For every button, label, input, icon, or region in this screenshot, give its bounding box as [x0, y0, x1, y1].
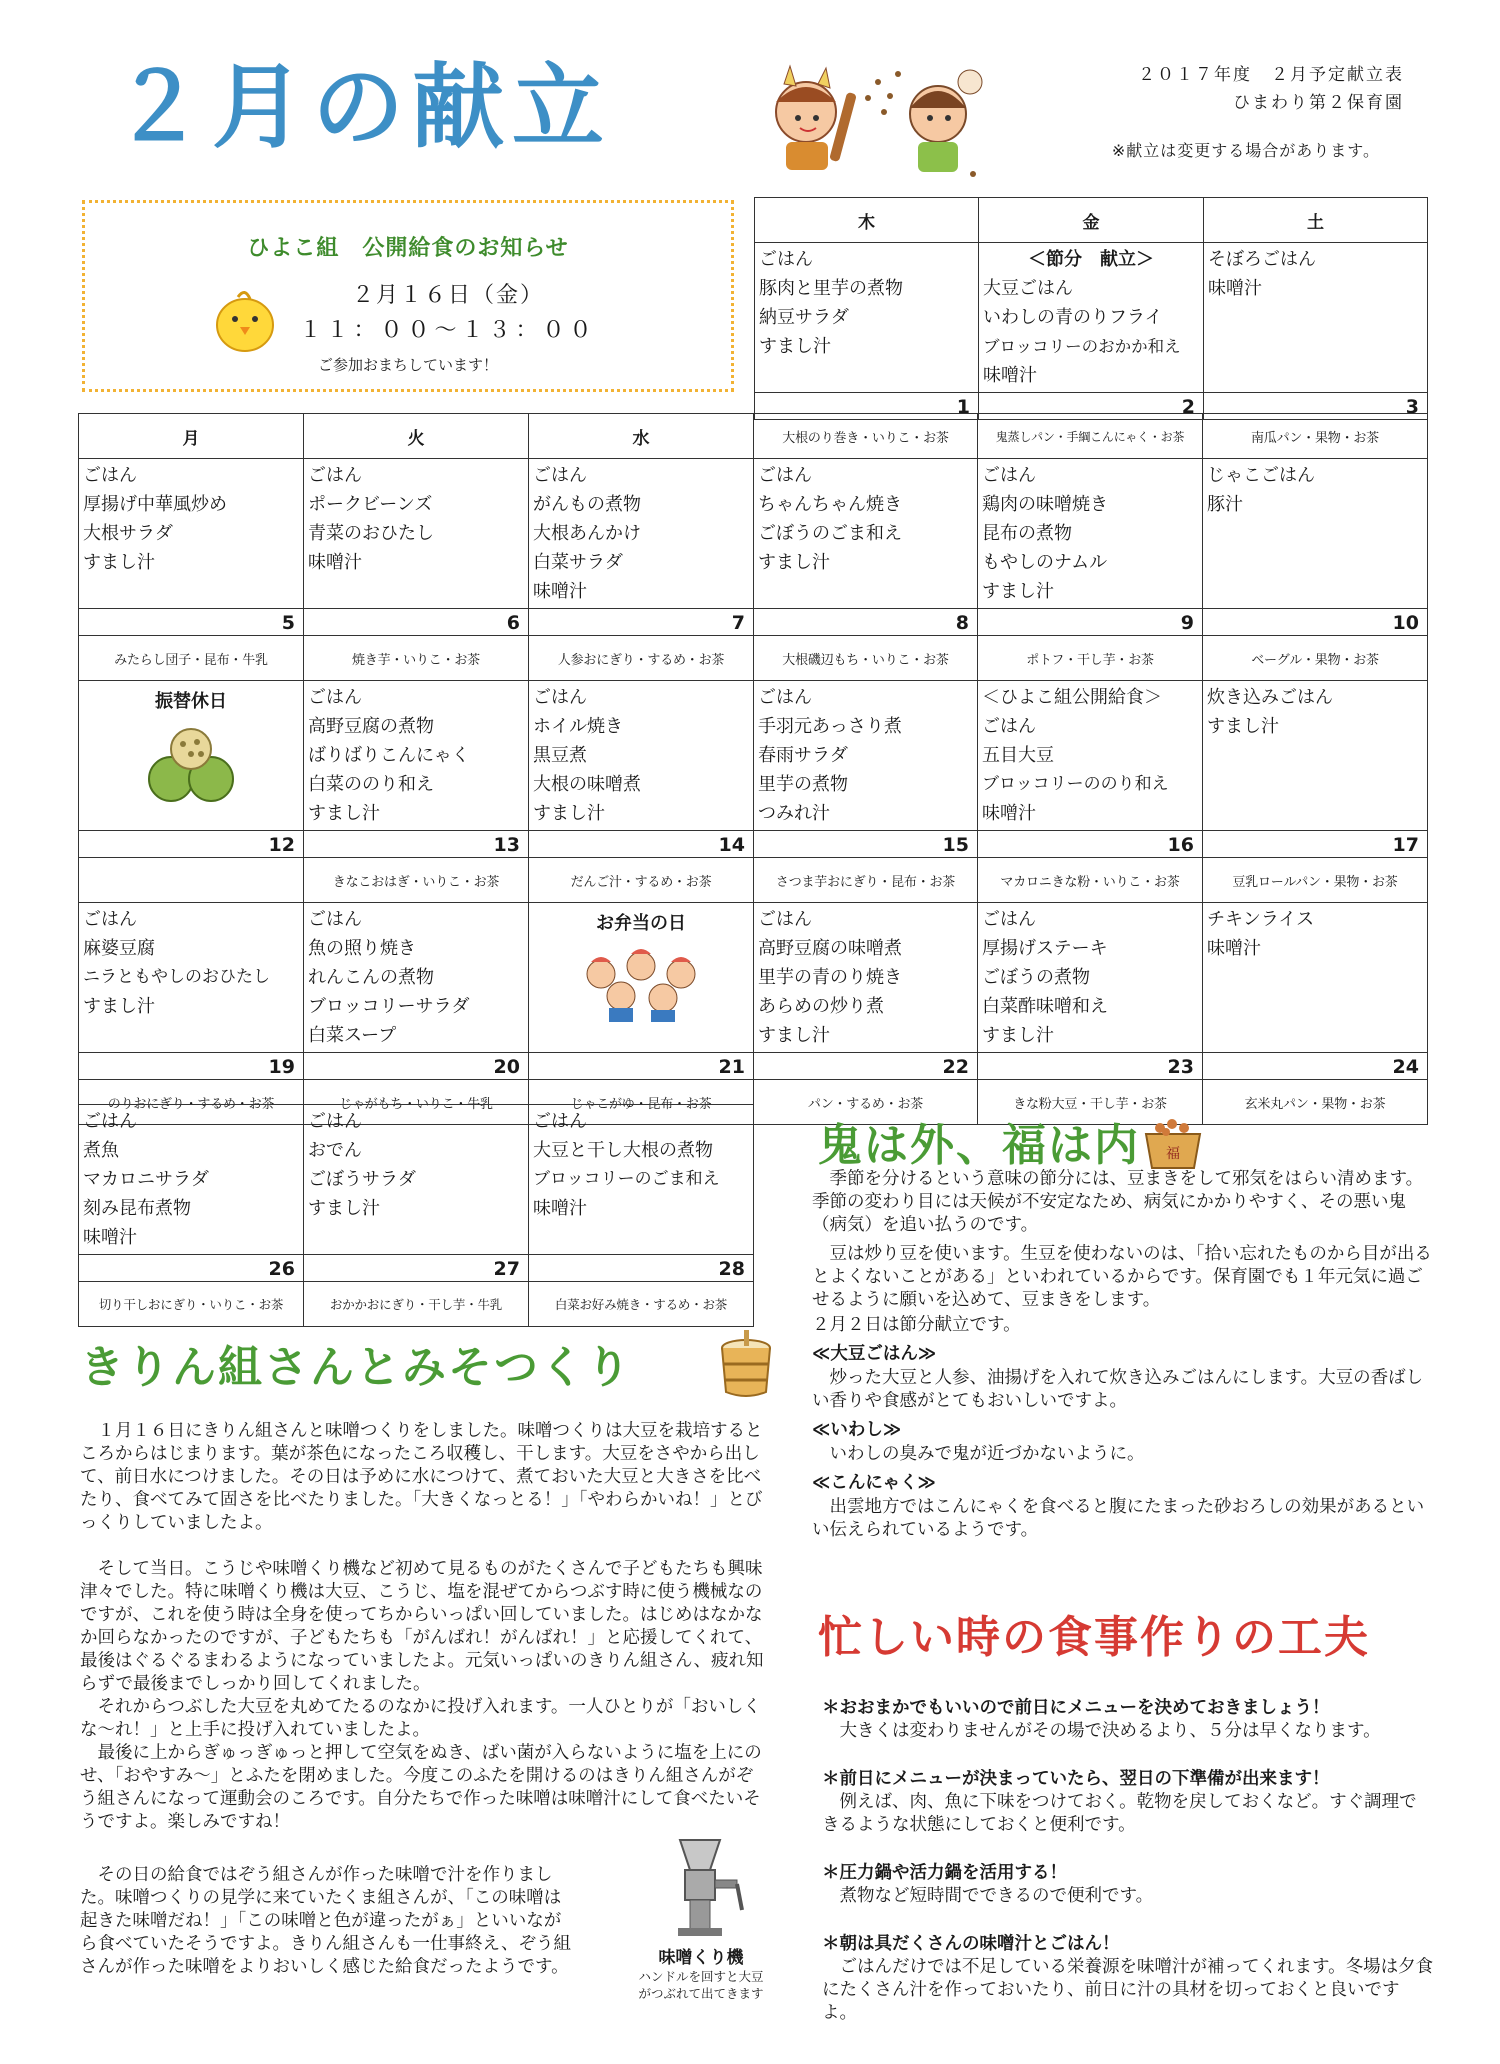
children-lunch-icon: [571, 944, 711, 1024]
menu-item: もやしのナムル: [982, 552, 1108, 573]
snack-cell: のりおにぎり・するめ・お茶: [79, 1080, 304, 1125]
notice-message: ご参加おまちしています！: [317, 356, 498, 374]
menu-item: 味噌汁: [533, 581, 587, 602]
menu-item: すまし汁: [308, 1198, 380, 1219]
menu-item: すまし汁: [533, 803, 605, 824]
date-number: 8: [754, 609, 978, 636]
kirin-paragraph: その日の給食ではぞう組さんが作った味噌で汁を作りました。味噌つくりの見学に来ていたくま組さんが、「この味噌は起きた味噌だね！」「この味噌と色が違ったがぁ」といいながら食べていたそうですよ。きりん組さんも一仕事終え、ぞう組さんが作った味噌をよりおいしく感じた給食だったようです。: [80, 1865, 572, 1977]
menu-cell: [978, 459, 1203, 609]
menu-item: 大根の味噌煮: [533, 774, 641, 795]
snack-cell: 人参おにぎり・するめ・お茶: [529, 636, 754, 681]
chestnut-icon: [131, 724, 251, 804]
menu-item: 白菜サラダ: [533, 552, 623, 573]
menu-item: ブロッコリーサラダ: [308, 996, 470, 1017]
day-header-sat: 土: [1204, 198, 1428, 243]
menu-cell: [978, 903, 1203, 1053]
menu-item: いわしの青のりフライ: [983, 307, 1163, 328]
kirin-article-body: [80, 1420, 770, 1834]
day-header-mon: 月: [79, 414, 304, 459]
date-number: 24: [1203, 1053, 1428, 1080]
menu-cell: [304, 903, 529, 1053]
oni-paragraph: いわしの臭みで鬼が近づかないように。: [829, 1444, 1145, 1464]
day-header-wed: 水: [529, 414, 754, 459]
menu-item: 里芋の煮物: [758, 774, 848, 795]
menu-item: そぼろごはん: [1208, 249, 1316, 270]
kirin-article-title: きりん組さんとみそつくり: [80, 1342, 632, 1393]
menu-item: ごはん: [759, 249, 813, 270]
menu-item: 白菜酢味噌和え: [982, 996, 1108, 1017]
snack-cell: おかかおにぎり・干し芋・牛乳: [304, 1282, 529, 1327]
snack-cell: みたらし団子・昆布・牛乳: [79, 636, 304, 681]
setsubun-kids-illustration: [758, 62, 988, 192]
snack-cell: 南瓜パン・果物・お茶: [1203, 414, 1428, 459]
menu-item: 春雨サラダ: [758, 745, 848, 766]
facility-name: ひまわり第２保育園: [1233, 93, 1404, 113]
snack-cell: じゃがもち・いりこ・牛乳: [304, 1080, 529, 1125]
menu-item: 味噌汁: [83, 1227, 137, 1248]
menu-item: すまし汁: [982, 581, 1054, 602]
menu-cell: [79, 459, 304, 609]
year-line: ２０１７年度 ２月予定献立表: [1138, 65, 1404, 85]
menu-item: 青菜のおひたし: [308, 523, 434, 544]
menu-item: すまし汁: [758, 552, 830, 573]
oni-subheading: ≪大豆ごはん≫: [812, 1344, 937, 1364]
busy-article-title: 忙しい時の食事作りの工夫: [818, 1612, 1370, 1663]
date-number: 2: [979, 393, 1204, 420]
miso-barrel-icon: [718, 1330, 774, 1400]
menu-item: ごはん: [83, 1111, 137, 1132]
oni-paragraph: ２月２日は節分献立です。: [812, 1315, 1021, 1335]
oni-subheading: ≪いわし≫: [812, 1420, 902, 1440]
date-number: 28: [529, 1255, 754, 1282]
page-title: ２月の献立: [112, 54, 613, 161]
menu-item: 味噌汁: [1207, 938, 1261, 959]
holiday-cell: [79, 681, 304, 831]
menu-item: ちゃんちゃん焼き: [758, 494, 902, 515]
menu-item: すまし汁: [759, 336, 831, 357]
date-number: 5: [79, 609, 304, 636]
menu-item: すまし汁: [758, 1025, 830, 1046]
public-lunch-notice: [82, 200, 734, 392]
menu-item: ＜節分 献立＞: [1028, 249, 1154, 270]
menu-cell: [529, 459, 754, 609]
menu-item: ＜ひよこ組公開給食＞: [982, 687, 1162, 708]
menu-cell: [79, 1105, 304, 1255]
menu-item: 炊き込みごはん: [1207, 687, 1333, 708]
date-number: 17: [1203, 831, 1428, 858]
menu-item: ごはん: [533, 1111, 587, 1132]
day-header-tue: 火: [304, 414, 529, 459]
menu-item: ニラともやしのおひたし: [83, 967, 270, 987]
menu-cell: [304, 1105, 529, 1255]
menu-item: ごぼうのごま和え: [758, 523, 902, 544]
menu-cell: [1203, 459, 1428, 609]
menu-item: すまし汁: [982, 1025, 1054, 1046]
date-number: 16: [978, 831, 1203, 858]
tip-heading: ＊圧力鍋や活力鍋を活用する！: [822, 1863, 1067, 1883]
menu-item: ごはん: [982, 465, 1036, 486]
menu-item: 白菜スープ: [308, 1025, 397, 1046]
date-number: 23: [978, 1053, 1203, 1080]
bento-day-cell: [529, 903, 754, 1053]
miso-grinder-caption: [612, 1968, 790, 2002]
menu-item: ブロッコリーののり和え: [982, 774, 1169, 794]
busy-tips: [822, 1696, 1434, 2025]
date-number: 21: [529, 1053, 754, 1080]
calendar-main: [78, 413, 1428, 1125]
snack-cell: じゃこがゆ・昆布・お茶: [529, 1080, 754, 1125]
menu-item: チキンライス: [1207, 909, 1315, 930]
menu-item: ブロッコリーのおかか和え: [983, 337, 1181, 356]
menu-cell: [754, 681, 978, 831]
snack-cell: きな粉大豆・干し芋・お茶: [978, 1080, 1203, 1125]
menu-item: 大根サラダ: [83, 523, 173, 544]
miso-grinder-icon: [650, 1830, 750, 1940]
menu-item: 豚汁: [1207, 494, 1243, 515]
snack-cell: 切り干しおにぎり・いりこ・お茶: [79, 1282, 304, 1327]
menu-item: ごはん: [533, 465, 587, 486]
menu-cell: [304, 459, 529, 609]
menu-item: すまし汁: [83, 552, 155, 573]
menu-item: ごはん: [758, 465, 812, 486]
date-number: 14: [529, 831, 754, 858]
menu-cell: [304, 681, 529, 831]
menu-item: ごはん: [982, 909, 1036, 930]
tip-heading: ＊前日にメニューが決まっていたら、翌日の下準備が出来ます！: [822, 1769, 1330, 1789]
day-header-fri: 金: [979, 198, 1204, 243]
tip-heading: ＊おおまかでもいいので前日にメニューを決めておきましょう！: [822, 1698, 1330, 1718]
kirin-paragraph: １月１６日にきりん組さんと味噌つくりをしました。味噌つくりは大豆を栽培するところからはじまります。葉が茶色になったころ収穫し、干します。大豆をさやから出して、前日水につけました。その日は予めに水につけて、煮ておいた大豆と大きさを比べたり、食べてみて固さを比べたりました。「大きくなっとる！」「やわらかいね！」とびっくりしていましたよ。: [80, 1421, 763, 1533]
chick-icon: [210, 285, 280, 355]
menu-item: 味噌汁: [983, 365, 1037, 386]
menu-item: 手羽元あっさり煮: [758, 716, 902, 737]
date-number: 3: [1204, 393, 1428, 420]
menu-item: がんもの煮物: [533, 494, 641, 515]
menu-item: ごはん: [83, 909, 137, 930]
kirin-article-last: [80, 1864, 572, 1979]
date-number: 15: [754, 831, 978, 858]
menu-item: ごはん: [308, 1111, 362, 1132]
oni-paragraph: 炒った大豆と人参、油揚げを入れて炊き込みごはんにします。大豆の香ばしい香りや食感がとてもおいしいですよ。: [812, 1368, 1424, 1411]
snack-cell: 大根のり巻き・いりこ・お茶: [754, 414, 978, 459]
menu-item: 納豆サラダ: [759, 307, 849, 328]
kirin-paragraph: そして当日。こうじや味噌くり機など初めて見るものがたくさんで子どもたちも興味津々でした。特に味噌くり機は大豆、こうじ、塩を混ぜてからつぶす時に使う機械なのですが、これを使う時は全身を使ってちからいっぱい回していました。はじめはなかなか回らなかったのですが、子どもたちも「がんばれ！がんばれ！」と応援してくれて、最後はぐるぐるまわるようになっていましたよ。元気いっぱいのきりん組さん、疲れ知らずで最後までしっかり回してくれました。: [80, 1559, 764, 1694]
menu-item: 大豆ごはん: [983, 278, 1073, 299]
snack-cell: 白菜お好み焼き・するめ・お茶: [529, 1282, 754, 1327]
menu-item: 刻み昆布煮物: [83, 1198, 191, 1219]
date-number: 19: [79, 1053, 304, 1080]
holiday-label: 振替休日: [155, 691, 227, 712]
date-number: 12: [79, 831, 304, 858]
menu-item: 五目大豆: [982, 745, 1054, 766]
caption-line: がつぶれて出てきます: [638, 1986, 764, 2001]
menu-item: 味噌汁: [1208, 278, 1262, 299]
menu-item: 大豆と干し大根の煮物: [533, 1140, 713, 1161]
snack-cell: さつま芋おにぎり・昆布・お茶: [754, 858, 978, 903]
menu-item: ごはん: [83, 465, 137, 486]
menu-item: 味噌汁: [308, 552, 362, 573]
snack-cell: ベーグル・果物・お茶: [1203, 636, 1428, 681]
menu-item: 味噌汁: [533, 1198, 587, 1219]
menu-item: すまし汁: [308, 803, 380, 824]
caption-line: ハンドルを回すと大豆: [638, 1969, 764, 1984]
date-number: 1: [755, 393, 979, 420]
oni-paragraph: 出雲地方ではこんにゃくを食べると腹にたまった砂おろしの効果があるといい伝えられているようです。: [812, 1497, 1425, 1540]
menu-item: 白菜ののり和え: [308, 774, 434, 795]
date-number: 7: [529, 609, 754, 636]
menu-item: れんこんの煮物: [308, 967, 434, 988]
menu-item: ごぼうサラダ: [308, 1169, 416, 1190]
menu-item: 大根あんかけ: [533, 523, 641, 544]
change-note: ※献立は変更する場合があります。: [1111, 141, 1380, 160]
bean-box-icon: [1140, 1114, 1206, 1172]
snack-cell: マカロニきな粉・いりこ・お茶: [978, 858, 1203, 903]
tip-body: 大きくは変わりませんがその場で決めるより、５分は早くなります。: [839, 1721, 1381, 1741]
menu-item: ごはん: [982, 716, 1036, 737]
week1-menus: [79, 459, 1428, 609]
menu-item: 豚肉と里芋の煮物: [759, 278, 903, 299]
notice-title: ひよこ組 公開給食のお知らせ: [247, 236, 569, 261]
menu-item: すまし汁: [83, 996, 155, 1017]
menu-cell: [1204, 243, 1428, 393]
menu-item: 黒豆煮: [533, 745, 587, 766]
menu-cell: [754, 459, 978, 609]
date-number: 6: [304, 609, 529, 636]
menu-cell: [1203, 903, 1428, 1053]
date-number: 22: [754, 1053, 978, 1080]
menu-item: 麻婆豆腐: [83, 938, 155, 959]
menu-item: 昆布の煮物: [982, 523, 1072, 544]
tip-heading: ＊朝は具だくさんの味噌汁とごはん！: [822, 1934, 1120, 1954]
menu-item: おでん: [308, 1140, 362, 1161]
snack-cell: 玄米丸パン・果物・お茶: [1203, 1080, 1428, 1125]
menu-item: 鶏肉の味噌焼き: [982, 494, 1108, 515]
menu-cell: [79, 903, 304, 1053]
tip-body: 例えば、肉、魚に下味をつけておく。乾物を戻しておくなど。すぐ調理できるような状態にしておくと便利です。: [822, 1792, 1417, 1835]
snack-cell: 鬼蒸しパン・手綱こんにゃく・お茶: [978, 414, 1203, 459]
menu-item: 味噌汁: [982, 803, 1036, 824]
svg-text:福: 福: [1166, 1146, 1180, 1162]
menu-item: ポークビーンズ: [308, 494, 433, 515]
oni-paragraph: 季節を分けるという意味の節分には、豆まきをして邪気をはらい清めます。季節の変わり目には天候が不安定なため、病気にかかりやすく、その悪い鬼（病気）を追い払うのです。: [812, 1169, 1424, 1235]
tip-body: ごはんだけでは不足している栄養源を味噌汁が補ってくれます。冬場は夕食にたくさん汁を作っておいたり、前日に汁の具材を切っておくと良いですよ。: [822, 1957, 1434, 2023]
menu-item: 煮魚: [83, 1140, 119, 1161]
oni-article-body: [812, 1168, 1432, 1542]
menu-item: ホイル焼き: [533, 716, 623, 737]
menu-item: ごはん: [308, 909, 362, 930]
snack-cell: 大根磯辺もち・いりこ・お茶: [754, 636, 978, 681]
date-number: 9: [978, 609, 1203, 636]
menu-item: ごはん: [758, 687, 812, 708]
menu-cell: [978, 681, 1203, 831]
calendar-last-week: [78, 1104, 754, 1327]
menu-item: 魚の照り焼き: [308, 938, 416, 959]
menu-item: じゃこごはん: [1207, 465, 1315, 486]
date-number: 26: [79, 1255, 304, 1282]
menu-item: 厚揚げステーキ: [982, 938, 1108, 959]
kirin-paragraph: それからつぶした大豆を丸めてたるのなかに投げ入れます。一人ひとりが「おいしくな〜れ！」と上手に投げ入れていましたよ。: [80, 1697, 761, 1740]
notice-time: １１：００〜１３：００: [299, 318, 597, 343]
date-number: 27: [304, 1255, 529, 1282]
menu-item: あらめの炒り煮: [758, 996, 884, 1017]
oni-article-title: 鬼は外、福は内: [818, 1120, 1140, 1171]
menu-cell: [529, 1105, 754, 1255]
notice-date: ２月１６日（金）: [351, 283, 544, 308]
menu-item: マカロニサラダ: [83, 1169, 209, 1190]
snack-cell: パン・するめ・お茶: [754, 1080, 978, 1125]
menu-cell: [979, 243, 1204, 393]
menu-cell: [754, 903, 978, 1053]
snack-cell: だんご汁・するめ・お茶: [529, 858, 754, 903]
day-header-thu: 木: [755, 198, 979, 243]
menu-cell: [529, 681, 754, 831]
snack-cell: きなこおはぎ・いりこ・お茶: [304, 858, 529, 903]
menu-item: ごはん: [308, 465, 362, 486]
menu-cell: [1203, 681, 1428, 831]
snack-cell: [79, 858, 304, 903]
menu-cell: [755, 243, 979, 393]
snack-cell: 焼き芋・いりこ・お茶: [304, 636, 529, 681]
oni-subheading: ≪こんにゃく≫: [812, 1473, 936, 1493]
date-number: 10: [1203, 609, 1428, 636]
date-number: 13: [304, 831, 529, 858]
menu-item: すまし汁: [1207, 716, 1279, 737]
menu-item: ごはん: [308, 687, 362, 708]
menu-item: 厚揚げ中華風炒め: [83, 494, 227, 515]
menu-item: ばりばりこんにゃく: [308, 745, 470, 766]
tip-body: 煮物など短時間でできるので便利です。: [839, 1886, 1154, 1906]
calendar-week-top: [754, 197, 1428, 420]
kirin-paragraph: 最後に上からぎゅっぎゅっと押して空気をぬき、ばい菌が入らないように塩を上にのせ、「おやすみ〜」とふたを閉めました。今度このふたを開けるのはきりん組さんがぞう組さんになって運動会のころです。自分たちで作った味噌は味噌汁にして食べたいそうですよ。楽しみですね！: [80, 1743, 762, 1832]
menu-item: つみれ汁: [758, 803, 830, 824]
menu-item: ごはん: [758, 909, 812, 930]
menu-item: ごぼうの煮物: [982, 967, 1090, 988]
snack-cell: 豆乳ロールパン・果物・お茶: [1203, 858, 1428, 903]
date-number: 20: [304, 1053, 529, 1080]
oni-paragraph: 豆は炒り豆を使います。生豆を使わないのは、「拾い忘れたものから目が出るとよくないことがある」といわれているからです。保育園でも１年元気に過ごせるように願いを込めて、豆まきをします。: [812, 1244, 1432, 1310]
menu-item: 高野豆腐の味噌煮: [758, 938, 902, 959]
miso-grinder-label: 味噌くり機: [658, 1948, 744, 1968]
snack-cell: ポトフ・干し芋・お茶: [978, 636, 1203, 681]
menu-item: ブロッコリーのごま和え: [533, 1169, 720, 1189]
bento-label: お弁当の日: [596, 913, 686, 934]
menu-item: 里芋の青のり焼き: [758, 967, 902, 988]
menu-item: ごはん: [533, 687, 587, 708]
menu-item: 高野豆腐の煮物: [308, 716, 434, 737]
